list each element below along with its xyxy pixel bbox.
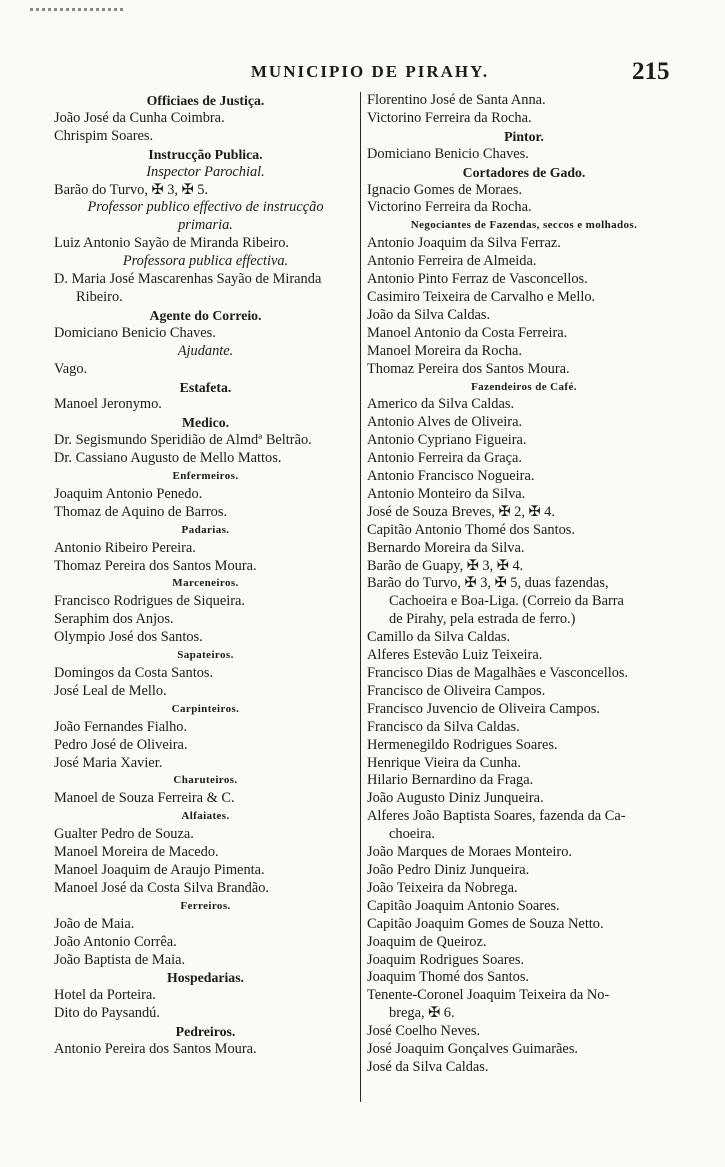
list-entry: Barão de Guapy, ✠ 3, ✠ 4.: [367, 557, 524, 574]
list-entry: Dr. Segismundo Speridião de Almdª Beltrão.: [54, 432, 312, 449]
list-entry: Manoel Moreira de Macedo.: [54, 844, 219, 861]
entry-continuation: Cachoeira e Boa-Liga. (Correio da Barra: [389, 593, 624, 610]
list-entry: Hotel da Porteira.: [54, 987, 156, 1004]
list-entry: Francisco Rodrigues de Siqueira.: [54, 593, 246, 610]
list-entry: Manoel José da Costa Silva Brandão.: [54, 879, 270, 896]
list-entry: João José da Cunha Coimbra.: [54, 109, 225, 126]
section-heading: Officiaes de Justiça.: [146, 93, 265, 108]
list-entry: Antonio Francisco Nogueira.: [367, 468, 535, 485]
list-entry: D. Maria José Mascarenhas Sayão de Miranda: [54, 271, 322, 288]
section-heading: Cortadores de Gado.: [462, 164, 586, 180]
role-label: Ajudante.: [177, 342, 234, 359]
section-subheading: Sapateiros.: [177, 649, 234, 662]
list-entry: João da Silva Caldas.: [367, 306, 491, 323]
list-entry: Antonio Ferreira da Graça.: [367, 450, 523, 467]
list-entry: Antonio Monteiro da Silva.: [367, 485, 526, 502]
list-entry: Luiz Antonio Sayão de Miranda Ribeiro.: [54, 235, 289, 252]
list-entry: Henrique Vieira da Cunha.: [367, 754, 521, 771]
page-title: MUNICIPIO DE PIRAHY.: [250, 62, 490, 81]
list-entry: Vago.: [54, 360, 88, 377]
list-entry: Olympio José dos Santos.: [54, 629, 203, 646]
list-entry: José Joaquim Gonçalves Guimarães.: [367, 1041, 579, 1058]
list-entry: João Pedro Diniz Junqueira.: [367, 861, 530, 878]
list-entry: Thomaz de Aquino de Barros.: [54, 503, 228, 520]
list-entry: Antonio Pinto Ferraz de Vasconcellos.: [367, 271, 588, 288]
list-entry: Francisco de Oliveira Campos.: [367, 682, 546, 699]
list-entry: Joaquim Antonio Penedo.: [54, 485, 203, 502]
list-entry: Thomaz Pereira dos Santos Moura.: [367, 360, 570, 377]
list-entry: Domiciano Benicio Chaves.: [54, 324, 216, 341]
list-entry: Bernardo Moreira da Silva.: [367, 539, 525, 556]
list-entry: Tenente-Coronel Joaquim Teixeira da No-: [367, 987, 610, 1004]
section-heading: Medico.: [181, 415, 230, 431]
section-subheading: Alfaiates.: [181, 810, 230, 823]
role-label: Professora publica effectiva.: [122, 253, 289, 270]
list-entry: Joaquim de Queiroz.: [367, 933, 487, 950]
list-entry: Americo da Silva Caldas.: [367, 396, 515, 413]
list-entry: José Coelho Neves.: [367, 1023, 481, 1040]
list-entry: José da Silva Caldas.: [367, 1058, 489, 1075]
list-entry: Thomaz Pereira dos Santos Moura.: [54, 557, 257, 574]
list-entry: Pedro José de Oliveira.: [54, 736, 188, 753]
section-subheading: Fazendeiros de Café.: [471, 380, 577, 393]
list-entry: José de Souza Breves, ✠ 2, ✠ 4.: [367, 503, 555, 520]
list-entry: Florentino José de Santa Anna.: [367, 92, 546, 108]
list-entry: Camillo da Silva Caldas.: [367, 629, 511, 646]
section-subheading: Padarias.: [181, 523, 230, 536]
section-subheading: Negociantes de Fazendas, seccos e molhados.: [410, 219, 638, 232]
list-entry: Chrispim Soares.: [54, 127, 154, 144]
list-entry: Dito do Paysandú.: [54, 1005, 160, 1022]
list-entry: José Maria Xavier.: [54, 754, 163, 771]
list-entry: Alferes Estevão Luiz Teixeira.: [367, 647, 543, 664]
left-column: [54, 92, 357, 1059]
section-heading: Instrucção Publica.: [148, 146, 263, 162]
section-subheading: Enfermeiros.: [172, 470, 239, 483]
list-entry: Capitão Joaquim Antonio Soares.: [367, 897, 560, 914]
list-entry: Victorino Ferreira da Rocha.: [367, 199, 532, 216]
list-entry: Gualter Pedro de Souza.: [54, 826, 194, 843]
list-entry: Seraphim dos Anjos.: [54, 611, 174, 628]
list-entry: Capitão Antonio Thomé dos Santos.: [367, 521, 575, 538]
list-entry: João Antonio Corrêa.: [54, 933, 177, 950]
list-entry: Manoel Antonio da Costa Ferreira.: [367, 324, 568, 341]
list-entry: Antonio Alves de Oliveira.: [367, 414, 523, 431]
role-label: Inspector Parochial.: [146, 163, 265, 180]
section-heading: Pedreiros.: [175, 1024, 236, 1040]
entry-continuation: de Pirahy, pela estrada de ferro.): [389, 611, 576, 628]
role-label: primaria.: [178, 217, 233, 234]
section-subheading: Carpinteiros.: [171, 702, 240, 715]
list-entry: Antonio Ribeiro Pereira.: [54, 539, 196, 556]
column-divider: [360, 92, 361, 1102]
list-entry: João Teixeira da Nobrega.: [367, 879, 518, 896]
list-entry: Antonio Joaquim da Silva Ferraz.: [367, 235, 561, 252]
list-entry: Joaquim Thomé dos Santos.: [367, 969, 530, 986]
list-entry: Manoel Moreira da Rocha.: [367, 342, 523, 359]
entry-continuation: choeira.: [389, 826, 435, 843]
section-heading: Pintor.: [504, 128, 544, 144]
section-subheading: Ferreiros.: [180, 899, 231, 912]
list-entry: Francisco Juvencio de Oliveira Campos.: [367, 700, 600, 717]
entry-continuation: Ribeiro.: [76, 288, 123, 305]
list-entry: João de Maia.: [54, 915, 135, 932]
list-entry: Hilario Bernardino da Fraga.: [367, 772, 534, 789]
section-heading: Hospedarias.: [166, 970, 245, 986]
right-column: [367, 92, 681, 1077]
list-entry: João Fernandes Fialho.: [54, 718, 188, 735]
list-entry: Domingos da Costa Santos.: [54, 665, 214, 681]
list-entry: Dr. Cassiano Augusto de Mello Mattos.: [54, 450, 282, 467]
list-entry: Antonio Ferreira de Almeida.: [367, 253, 537, 270]
section-heading: Estafeta.: [179, 379, 232, 395]
section-subheading: Charuteiros.: [173, 774, 238, 787]
list-entry: Capitão Joaquim Gomes de Souza Netto.: [367, 915, 604, 932]
list-entry: Joaquim Rodrigues Soares.: [367, 951, 525, 968]
entry-continuation: brega, ✠ 6.: [389, 1005, 455, 1022]
page-header: [0, 58, 725, 88]
list-entry: Antonio Cypriano Figueira.: [367, 432, 527, 449]
list-entry: Ignacio Gomes de Moraes.: [367, 181, 523, 198]
list-entry: Manoel Joaquim de Araujo Pimenta.: [54, 861, 265, 878]
list-entry: Domiciano Benicio Chaves.: [367, 145, 529, 162]
list-entry: Barão do Turvo, ✠ 3, ✠ 5, duas fazendas,: [367, 575, 609, 592]
list-entry: Manoel de Souza Ferreira & C.: [54, 790, 235, 807]
section-heading: Agente do Correio.: [149, 307, 262, 323]
list-entry: Casimiro Teixeira de Carvalho e Mello.: [367, 288, 596, 305]
role-label: Professor publico effectivo de instrucção: [87, 199, 324, 216]
list-entry: Alferes João Baptista Soares, fazenda da Ca-: [367, 808, 626, 825]
list-entry: João Marques de Moraes Monteiro.: [367, 844, 573, 861]
scan-edge-mark: [30, 8, 125, 11]
list-entry: Victorino Ferreira da Rocha.: [367, 109, 532, 126]
list-entry: João Baptista de Maia.: [54, 951, 186, 968]
list-entry: Hermenegildo Rodrigues Soares.: [367, 736, 558, 753]
list-entry: Barão do Turvo, ✠ 3, ✠ 5.: [54, 181, 209, 198]
section-subheading: Marceneiros.: [172, 577, 239, 590]
list-entry: Antonio Pereira dos Santos Moura.: [54, 1041, 257, 1058]
list-entry: João Augusto Diniz Junqueira.: [367, 790, 544, 807]
list-entry: José Leal de Mello.: [54, 682, 167, 699]
list-entry: Francisco Dias de Magalhães e Vasconcellos.: [367, 665, 629, 681]
list-entry: Manoel Jeronymo.: [54, 396, 162, 413]
page-number: 215: [632, 58, 670, 85]
list-entry: Francisco da Silva Caldas.: [367, 718, 520, 735]
